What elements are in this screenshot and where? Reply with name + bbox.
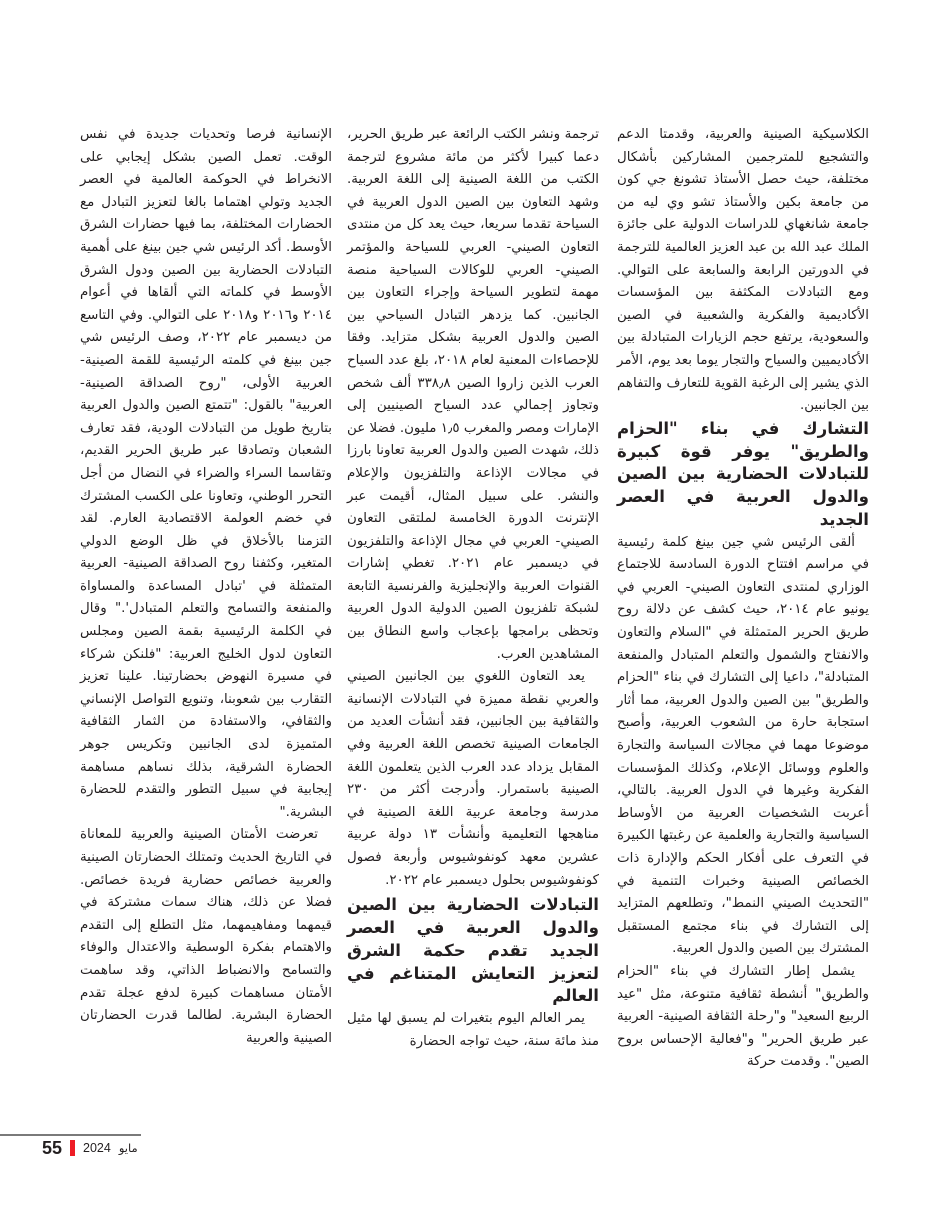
paragraph: يعد التعاون اللغوي بين الجانبين الصيني والعربي نقطة مميزة في التبادلات الإنسانية والثقافية بين الجانبين، فقد أنشأت العديد من الجامعات الصينية تخصص اللغة العربية وفي المقابل يزداد عدد العرب الذين يتعلمون اللغة الصينية باستمرار. وأدرجت أكثر من ٢٣٠ مدرسة وجامعة عربية اللغة الصينية في مناهجها التعليمية وأنشأت ١٣ دولة عربية عشرين معهد كونفوشيوس وأربعة فصول كونفوشيوس بحلول ديسمبر عام ٢٠٢٢. [347, 669, 599, 888]
paragraph: يمر العالم اليوم بتغيرات لم يسبق لها مثيل منذ مائة سنة، حيث تواجه الحضارة [347, 1011, 599, 1049]
accent-bar [70, 1140, 75, 1156]
article-column-left [80, 124, 332, 1050]
paragraph: تعرضت الأمتان الصينية والعربية للمعاناة في التاريخ الحديث وتمتلك الحضارتان الصينية والعربية خصائص حضارية فريدة خصائص. فضلا عن ذلك، هناك سمات مشتركة في قيمهما ومفاهيمهما، مثل التطلع إلى التقدم والاهتمام بفكرة الوسطية والاعتدال والوفاء والتسامح والانضباط الذاتي، وقد ساهمت الأمتان مساهمات كبيرة لدفع عجلة تقدم الحضارة البشرية. لطالما قدرت الحضارتان الصينية والعربية [80, 827, 332, 1046]
page-footer [42, 1137, 138, 1159]
paragraph: ألقى الرئيس شي جين بينغ كلمة رئيسية في مراسم افتتاح الدورة السادسة للاجتماع الوزاري لمنتدى التعاون الصيني- العربي في يونيو عام ٢٠١٤، حيث كشف عن دلالة روح طريق الحرير المتمثلة في "السلام والتعاون والانفتاح والشمول والتعلم المتبادل والمنفعة المتبادلة"، داعيا إلى التشارك في بناء "الحزام والطريق" بين الصين والدول العربية، مما أثار استجابة حارة من الشعوب العربية، وأصبح موضوعا مهما في مجالات السياسة والتجارة والعلوم ووسائل الإعلام، وكذلك المؤسسات الفكرية وغيرها في الدول العربية. بالتالي، أعربت الشخصيات العربية من الأوساط السياسية والتجارية والعلمية عن رغبتها الكبيرة في التعرف على أفكار الحكم والإدارة ذات الخصائص الصينية وخبرات التنمية في "التحديث الصيني النمط"، وتطلعهم المتزايد إلى التشارك في بناء مجتمع المستقبل المشترك بين الصين والدول العربية. [617, 534, 869, 957]
paragraph: يشمل إطار التشارك في بناء "الحزام والطريق" أنشطة ثقافية متنوعة، مثل "عيد الربيع السعيد" و"رحلة الثقافة الصينية- العربية عبر طريق الحرير" و"فعالية الإحساس بروح الصين". وقدمت حركة [617, 963, 869, 1070]
article-column-middle [347, 124, 599, 1053]
issue-year: 2024 [83, 1141, 111, 1155]
paragraph: الكلاسيكية الصينية والعربية، وقدمتا الدعم والتشجيع للمترجمين المشاركين بأشكال مختلفة، حيث حصل الأستاذ تشونغ جي كون من جامعة بكين والأستاذ تشو وي ليه من جامعة شانغهاي للدراسات الدولية على جائزة الملك عبد الله بن عبد العزيز العالمية للترجمة في الدورتين الرابعة والسابعة على التوالي. ومع التبادلات المكثفة بين المؤسسات الأكاديمية والفكرية والشعبية في الصين والسعودية، يرتفع حجم الزيارات المتبادلة بين الأكاديميين والسياح والتجار يوما بعد يوم، الأمر الذي يشير إلى الرغبة القوية للتعارف والتفاهم بين الجانبين. [617, 127, 869, 414]
section-heading: التشارك في بناء "الحزام والطريق" يوفر قوة كبيرة للتبادلات الحضارية بين الصين والدول العربية في العصر الجديد [617, 418, 869, 529]
footer-divider [0, 1134, 141, 1136]
paragraph: الإنسانية فرصا وتحديات جديدة في نفس الوقت. تعمل الصين بشكل إيجابي على الانخراط في الحوكمة العالمية في العصر الجديد وتولي اهتماما بالغا لتعزيز التبادل مع الحضارات المختلفة، بما فيها حضارات الشرق الأوسط. أكد الرئيس شي جين بينغ على أهمية التبادلات الحضارية بين الصين ودول الشرق الأوسط في كلماته التي ألقاها في أعوام ٢٠١٤ و٢٠١٦ و٢٠١٨ على التوالي. وفي التاسع من ديسمبر عام ٢٠٢٢، وصف الرئيس شي جين بينغ في كلمته الرئيسية للقمة الصينية- العربية الأولى، "روح الصداقة الصينية- العربية" بالقول: "تتمتع الصين والدول العربية بتاريخ طويل من التبادلات الودية، فقد تعارف الشعبان وتصادقا عبر طريق الحرير القديم، وتقاسما السراء والضراء في النضال من أجل التحرر الوطني، وتعاونا على الكسب المشترك في خضم العولمة الاقتصادية العارم. لقد التزمنا بالأخلاق في ظل الوضع الدولي المتغير، وكثفنا روح الصداقة الصينية- العربية المتمثلة في 'تبادل المساعدة والمساواة والمنفعة والتسامح والتعلم المتبادل'." وقال في الكلمة الرئيسية بقمة الصين ومجلس التعاون لدول الخليج العربية: "فلنكن شركاء في مسيرة النهوض بحضارتينا. علينا تعزيز التقارب بين شعوبنا، وتنويع التواصل الإنساني والثقافي، والاستفادة من الثمار الثقافية المتميزة لدى الجانبين وتكريس جوهر الحضارة الشرقية، بذلك نساهم مساهمة إيجابية في سبيل التطور والتقدم للحضارة البشرية." [80, 127, 332, 820]
page-number: 55 [42, 1137, 63, 1158]
article-column-right [617, 124, 869, 1074]
issue-month: مايو [118, 1141, 138, 1155]
section-heading: التبادلات الحضارية بين الصين والدول العربية في العصر الجديد تقدم حكمة الشرق لتعزيز التعايش المتناغم في العالم [347, 895, 599, 1006]
paragraph: ترجمة ونشر الكتب الرائعة عبر طريق الحرير، دعما كبيرا لأكثر من مائة مشروع لترجمة الكتب من اللغة الصينية إلى اللغة العربية. وشهد التعاون بين الصين الدول العربية في السياحة تقدما سريعا، حيث يعد كل من منتدى التعاون الصيني- العربي للسياحة والمؤتمر الصيني- العربي للوكالات السياحية منصة مهمة لتطوير السياحة وإجراء التعاون بين الجانبين. كما يزدهر التبادل السياحي بين الصين والدول العربية بشكل متزايد. وفقا للإحصاءات المعنية لعام ٢٠١٨، بلغ عدد السياح العرب الذين زاروا الصين ٣٣٨٫٨ ألف شخص وتجاوز إجمالي عدد السياح الصينيين إلى الإمارات ومصر والمغرب ١٫٥ مليون. فضلا عن ذلك، شهدت الصين والدول العربية تعاونا بارزا في مجالات الإذاعة والتلفزيون والإعلام والنشر. على سبيل المثال، أقيمت عبر الإنترنت الدورة الخامسة لملتقى التعاون الصيني- العربي في مجال الإذاعة والتلفزيون في ديسمبر عام ٢٠٢١. تغطي إشارات القنوات العربية والإنجليزية والفرنسية التابعة لشبكة تلفزيون الصين الدولية الدول العربية وتحظى برامجها بإعجاب واسع النطاق بين المشاهدين العرب. [347, 127, 600, 662]
